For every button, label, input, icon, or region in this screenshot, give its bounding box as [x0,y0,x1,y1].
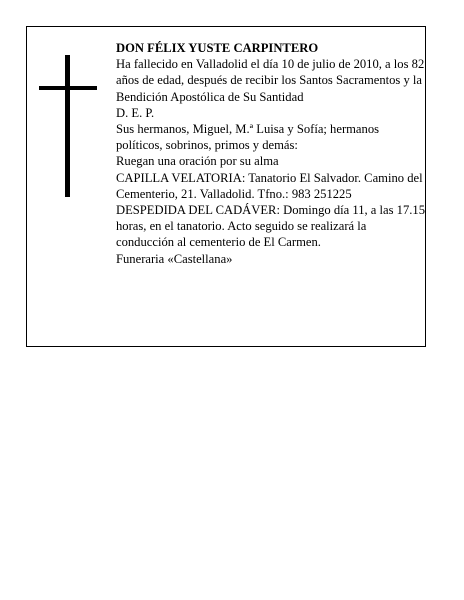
prayer-request: Ruegan una oración por su alma [116,154,279,169]
chapel-info: CAPILLA VELATORIA: Tanatorio El Salvador. Camino del Cementerio, 21. Valladolid. Tfno.: 983 251225 [116,170,423,201]
farewell-info: DESPEDIDA DEL CADÁVER: Domingo día 11, a las 17.15 horas, en el tanatorio. Acto seguido se realizará la conducción al cementerio de El Carmen. [116,203,425,250]
obituary-text [116,40,426,267]
cross-vertical-bar [65,55,70,197]
family-members: Sus hermanos, Miguel, M.ª Luisa y Sofía; hermanos políticos, sobrinos, primos y demás: [116,122,380,153]
cross-icon [39,55,97,197]
obituary-notice [26,26,426,347]
rip-line: D. E. P. [116,105,155,120]
death-announcement: Ha fallecido en Valladolid el día 10 de julio de 2010, a los 82 años de edad, después de recibir los Santos Sacramentos y la Bendición Apostólica de Su Santidad [116,57,425,104]
deceased-name: DON FÉLIX YUSTE CARPINTERO [116,41,319,55]
funeral-home: Funeraria «Castellana» [116,251,233,266]
cross-horizontal-bar [39,86,97,90]
